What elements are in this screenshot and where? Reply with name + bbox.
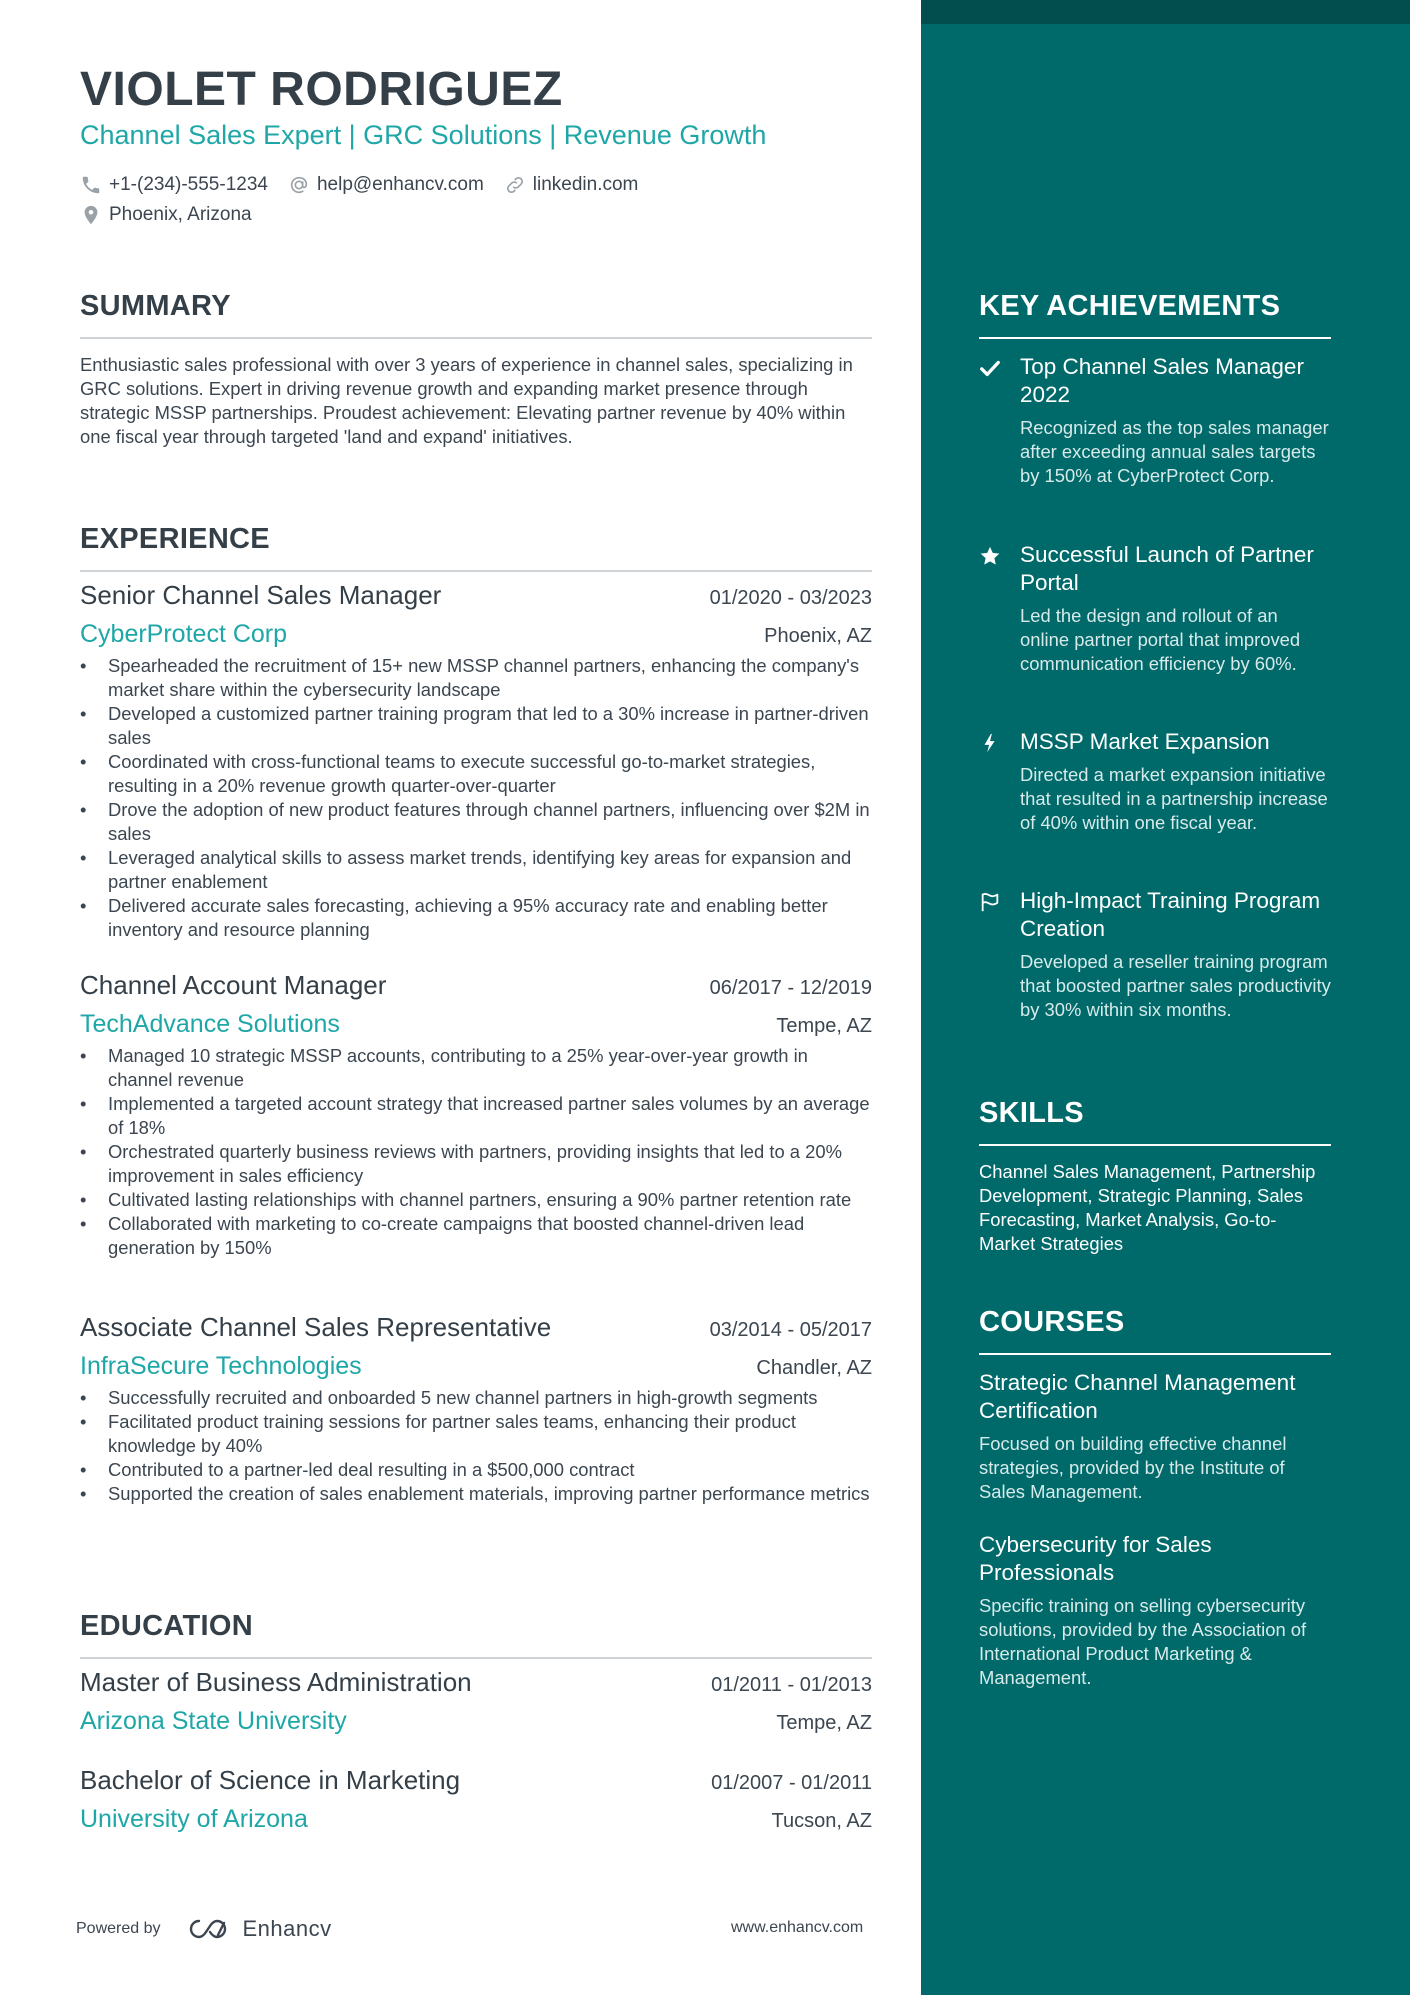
achievement-desc: Led the design and rollout of an online partner portal that improved communication efficiency by 60%.: [1020, 605, 1301, 674]
achievement-item: [979, 887, 1331, 1022]
bullet-item: • Contributed to a partner-led deal resulting in a $500,000 contract: [80, 1458, 872, 1482]
job-company: InfraSecure Technologies: [80, 1352, 362, 1380]
course-title: Cybersecurity for Sales Professionals: [979, 1532, 1212, 1585]
experience-heading: EXPERIENCE: [80, 523, 270, 555]
achievement-item: [979, 353, 1331, 488]
job-entry: [80, 1312, 872, 1506]
job-dates: 01/2020 - 03/2023: [709, 587, 872, 609]
job-role: Senior Channel Sales Manager: [80, 580, 442, 610]
at-icon: [288, 174, 310, 196]
course-desc: Focused on building effective channel strategies, provided by the Institute of Sales Management.: [979, 1433, 1287, 1502]
location-contact: [80, 204, 252, 226]
education-location: Tucson, AZ: [771, 1810, 872, 1832]
enhancv-logo-icon: [187, 1917, 233, 1941]
headline: Channel Sales Expert | GRC Solutions | Revenue Growth: [80, 120, 767, 150]
checkmark-icon: [979, 357, 1001, 379]
job-company: CyberProtect Corp: [80, 620, 288, 648]
school: University of Arizona: [80, 1805, 308, 1833]
job-bullets: [80, 1044, 872, 1260]
course-item: [979, 1369, 1331, 1504]
courses-divider: [979, 1353, 1331, 1355]
achievement-title: Successful Launch of Partner Portal: [1020, 542, 1314, 595]
footer-website[interactable]: www.enhancv.com: [731, 1919, 864, 1936]
school: Arizona State University: [80, 1707, 347, 1735]
job-company: TechAdvance Solutions: [80, 1010, 340, 1038]
bullet-item: • Developed a customized partner training program that led to a 30% increase in partner-driven sales: [80, 702, 872, 750]
powered-by-text: Powered by: [76, 1920, 161, 1937]
achievement-title: High-Impact Training Program Creation: [1020, 888, 1321, 941]
course-item: [979, 1531, 1331, 1690]
achievement-desc: Directed a market expansion initiative that resulted in a partnership increase of 40% within one fiscal year.: [1020, 764, 1328, 833]
job-bullets: [80, 1386, 872, 1506]
degree: Master of Business Administration: [80, 1667, 472, 1697]
phone-text[interactable]: +1-(234)-555-1234: [109, 174, 268, 195]
job-role: Associate Channel Sales Representative: [80, 1312, 552, 1342]
enhancv-logo-text: Enhancv: [242, 1916, 332, 1941]
experience-divider: [80, 570, 872, 572]
phone-icon: [80, 174, 102, 196]
achievement-title: MSSP Market Expansion: [1020, 729, 1270, 754]
job-location: Tempe, AZ: [776, 1015, 872, 1037]
bullet-item: • Facilitated product training sessions for partner sales teams, enhancing their product knowledge by 40%: [80, 1410, 872, 1458]
summary-heading: SUMMARY: [80, 290, 231, 322]
bullet-item: • Implemented a targeted account strategy that increased partner sales volumes by an average of 18%: [80, 1092, 872, 1140]
email-text[interactable]: help@enhancv.com: [316, 174, 484, 195]
bullet-item: • Coordinated with cross-functional teams to execute successful go-to-market strategies, resulting in a 20% revenue growth quarter-over-quarter: [80, 750, 872, 798]
job-location: Phoenix, AZ: [764, 625, 872, 647]
achievement-item: [979, 541, 1331, 676]
job-role: Channel Account Manager: [80, 970, 387, 1000]
summary-divider: [80, 337, 872, 339]
job-dates: 03/2014 - 05/2017: [709, 1319, 872, 1341]
flag-icon: [979, 891, 1001, 913]
education-entry: [80, 1765, 872, 1839]
bullet-item: • Delivered accurate sales forecasting, achieving a 95% accuracy rate and enabling better inventory and resource planning: [80, 894, 872, 942]
education-heading: EDUCATION: [80, 1610, 253, 1642]
education-divider: [80, 1657, 872, 1659]
courses-heading: COURSES: [979, 1306, 1125, 1338]
location-row: [80, 202, 272, 228]
job-entry: [80, 970, 872, 1260]
bullet-item: • Drove the adoption of new product features through channel partners, influencing over $2M in sales: [80, 798, 872, 846]
linkedin-text[interactable]: linkedin.com: [532, 174, 639, 195]
course-title: Strategic Channel Management Certification: [979, 1370, 1296, 1423]
summary-text: Enthusiastic sales professional with over 3 years of experience in channel sales, specializing in GRC solutions. Expert in driving revenue growth and expanding market presence through strategic MSSP partnerships. Proudest achievement: Elevating partner revenue by 40% within one fiscal year through targeted 'land and expand' initiatives.: [80, 354, 853, 447]
location-text: Phoenix, Arizona: [109, 204, 252, 225]
skills-divider: [979, 1144, 1331, 1146]
contact-row: [80, 172, 658, 198]
job-location: Chandler, AZ: [756, 1357, 872, 1379]
bullet-item: • Spearheaded the recruitment of 15+ new MSSP channel partners, enhancing the company's market share within the cybersecurity landscape: [80, 654, 872, 702]
bullet-item: • Leveraged analytical skills to assess market trends, identifying key areas for expansion and partner enablement: [80, 846, 872, 894]
bullet-item: • Orchestrated quarterly business reviews with partners, providing insights that led to a 20% improvement in sales efficiency: [80, 1140, 872, 1188]
linkedin-contact: [504, 174, 639, 196]
education-entry: [80, 1667, 872, 1741]
phone-contact: [80, 174, 268, 196]
job-dates: 06/2017 - 12/2019: [709, 977, 872, 999]
job-entry: [80, 580, 872, 942]
enhancv-logo[interactable]: [187, 1916, 332, 1942]
education-location: Tempe, AZ: [776, 1712, 872, 1734]
bullet-item: • Successfully recruited and onboarded 5 new channel partners in high-growth segments: [80, 1386, 872, 1410]
candidate-name: VIOLET RODRIGUEZ: [80, 63, 563, 116]
bullet-item: • Collaborated with marketing to co-create campaigns that boosted channel-driven lead generation by 150%: [80, 1212, 872, 1260]
email-contact: [288, 174, 484, 196]
skills-heading: SKILLS: [979, 1097, 1084, 1129]
link-icon: [504, 174, 526, 196]
bullet-item: • Managed 10 strategic MSSP accounts, contributing to a 25% year-over-year growth in channel revenue: [80, 1044, 872, 1092]
achievements-heading: KEY ACHIEVEMENTS: [979, 290, 1281, 322]
education-dates: 01/2011 - 01/2013: [711, 1674, 872, 1696]
sidebar-top-band: [921, 0, 1410, 24]
achievement-desc: Recognized as the top sales manager after exceeding annual sales targets by 150% at CyberProtect Corp.: [1020, 417, 1329, 486]
achievement-item: [979, 728, 1331, 835]
education-dates: 01/2007 - 01/2011: [711, 1772, 872, 1794]
lightning-icon: [979, 732, 1001, 754]
bullet-item: • Cultivated lasting relationships with channel partners, ensuring a 90% partner retention rate: [80, 1188, 872, 1212]
location-pin-icon: [80, 204, 102, 226]
degree: Bachelor of Science in Marketing: [80, 1765, 461, 1795]
star-icon: [979, 545, 1001, 567]
achievements-divider: [979, 337, 1331, 339]
bullet-item: • Supported the creation of sales enablement materials, improving partner performance metrics: [80, 1482, 872, 1506]
course-desc: Specific training on selling cybersecurity solutions, provided by the Association of International Product Marketing & Management.: [979, 1595, 1307, 1688]
achievement-desc: Developed a reseller training program that boosted partner sales productivity by 30% within six months.: [1020, 951, 1331, 1020]
achievement-title: Top Channel Sales Manager 2022: [1020, 354, 1304, 407]
job-bullets: [80, 654, 872, 942]
skills-text: Channel Sales Management, Partnership Development, Strategic Planning, Sales Forecasting, Market Analysis, Go-to-Market Strategies: [979, 1161, 1316, 1254]
footer-powered-by: [76, 1916, 332, 1942]
